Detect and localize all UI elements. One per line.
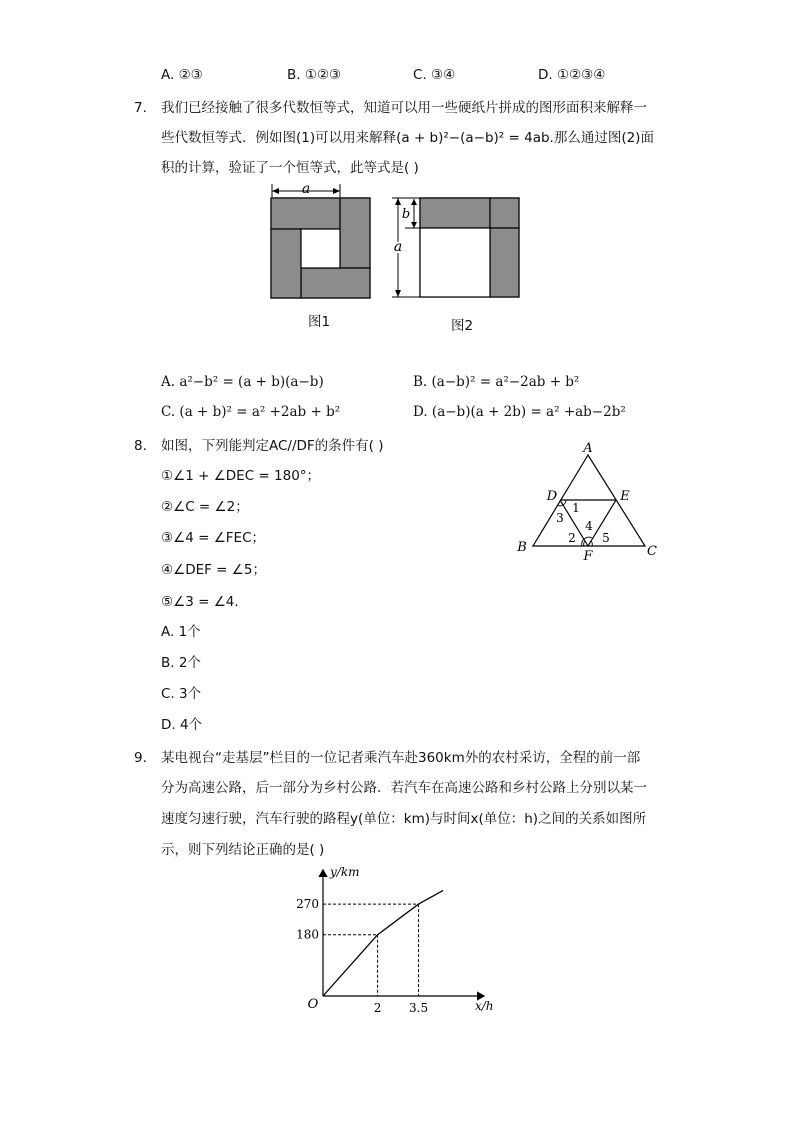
q7-stem-line-3: 积的计算，验证了一个恒等式，此等式是( ): [161, 160, 419, 176]
q8-option-b[interactable]: B. 2个: [161, 655, 201, 671]
q8-triangle-figure: [510, 436, 670, 566]
x-axis-label: x/h: [475, 999, 494, 1013]
x-tick-label-1: 3.5: [409, 1001, 429, 1015]
q9-stem-line-2: 分为高速公路，后一部分为乡村公路．若汽车在高速公路和乡村公路上分别以某一: [161, 780, 647, 796]
y-tick-label-1: 270: [296, 897, 319, 912]
fig2-dimension-b: [402, 199, 420, 228]
fig2-rect-right: [490, 228, 519, 297]
label-angle-5: 5: [602, 531, 610, 545]
label-a: A: [583, 441, 593, 456]
fig2-label-a: a: [393, 239, 403, 255]
q7-option-b[interactable]: B. (a−b)² = a²−2ab + b²: [413, 374, 580, 390]
x-tick-label-0: 2: [373, 1001, 382, 1015]
fig1-rect-top: [271, 198, 340, 229]
q8-option-a[interactable]: A. 1个: [161, 624, 201, 640]
q7-figure-2: [390, 190, 522, 302]
label-f: F: [583, 549, 593, 564]
fig2-white-rect: [420, 228, 490, 297]
q8-number: 8.: [134, 438, 147, 454]
q8-condition-1: ①∠1 + ∠DEC = 180°；: [161, 468, 321, 484]
fig1-dimension-a: [272, 181, 340, 197]
q7-number: 7.: [134, 100, 147, 116]
q6-option-a[interactable]: A. ②③: [161, 67, 203, 83]
q7-option-d[interactable]: D. (a−b)(a + 2b) = a² +ab−2b²: [413, 404, 626, 420]
q6-option-c[interactable]: C. ③④: [413, 67, 456, 83]
q9-stem-line-3: 速度匀速行驶，汽车行驶的路程y(单位：km)与时间x(单位：h)之间的关系如图所: [161, 811, 647, 827]
q9-number: 9.: [134, 750, 147, 766]
y-axis-label: y/km: [330, 865, 360, 879]
label-c: C: [647, 544, 657, 559]
label-b: B: [517, 540, 527, 555]
label-d: D: [546, 489, 558, 504]
label-e: E: [620, 489, 630, 504]
fig1-rect-right: [340, 198, 370, 268]
q7-option-c[interactable]: C. (a + b)² = a² +2ab + b²: [161, 404, 341, 420]
q6-option-b[interactable]: B. ①②③: [287, 67, 342, 83]
q8-stem: 如图，下列能判定AC//DF的条件有( ): [161, 438, 384, 454]
q7-fig2-caption: 图2: [451, 318, 474, 334]
q7-stem-line-1: 我们已经接触了很多代数恒等式，知道可以用一些硬纸片拼成的图形面积来解释一: [161, 100, 647, 116]
series-line-0: [323, 890, 443, 996]
q8-condition-2: ②∠C = ∠2；: [161, 499, 249, 515]
q7-fig1-caption: 图1: [308, 314, 331, 330]
q8-condition-5: ⑤∠3 = ∠4.: [161, 594, 239, 610]
q6-option-d[interactable]: D. ①②③④: [538, 67, 606, 83]
q8-condition-3: ③∠4 = ∠FEC；: [161, 530, 266, 546]
q9-distance-time-chart: [290, 860, 510, 1020]
fig2-rect-top: [420, 198, 490, 228]
q8-option-d[interactable]: D. 4个: [161, 717, 203, 733]
q7-figure-1: [262, 178, 382, 302]
label-angle-2: 2: [568, 531, 576, 545]
q8-condition-4: ④∠DEF = ∠5；: [161, 562, 266, 578]
fig1-rect-bottom: [301, 268, 370, 298]
label-angle-4: 4: [585, 519, 593, 533]
y-tick-label-0: 180: [296, 927, 319, 942]
fig2-small-square: [490, 198, 519, 228]
q7-stem-line-2: 些代数恒等式．例如图(1)可以用来解释(a + b)²−(a−b)² = 4ab.那么通过图(2)面: [161, 130, 654, 146]
label-angle-3: 3: [556, 511, 564, 525]
origin-label: O: [307, 997, 319, 1012]
fig1-rect-left: [271, 229, 301, 298]
q9-stem-line-4: 示，则下列结论正确的是( ): [161, 842, 325, 858]
fig1-center-square: [301, 229, 340, 268]
label-angle-1: 1: [572, 501, 580, 515]
q8-option-c[interactable]: C. 3个: [161, 686, 202, 702]
q7-option-a[interactable]: A. a²−b² = (a + b)(a−b): [161, 374, 324, 390]
q9-stem-line-1: 某电视台“走基层”栏目的一位记者乘汽车赴360km外的农村采访，全程的前一部: [161, 750, 641, 766]
fig2-label-b: b: [401, 207, 411, 222]
fig1-label-a: a: [301, 181, 311, 197]
